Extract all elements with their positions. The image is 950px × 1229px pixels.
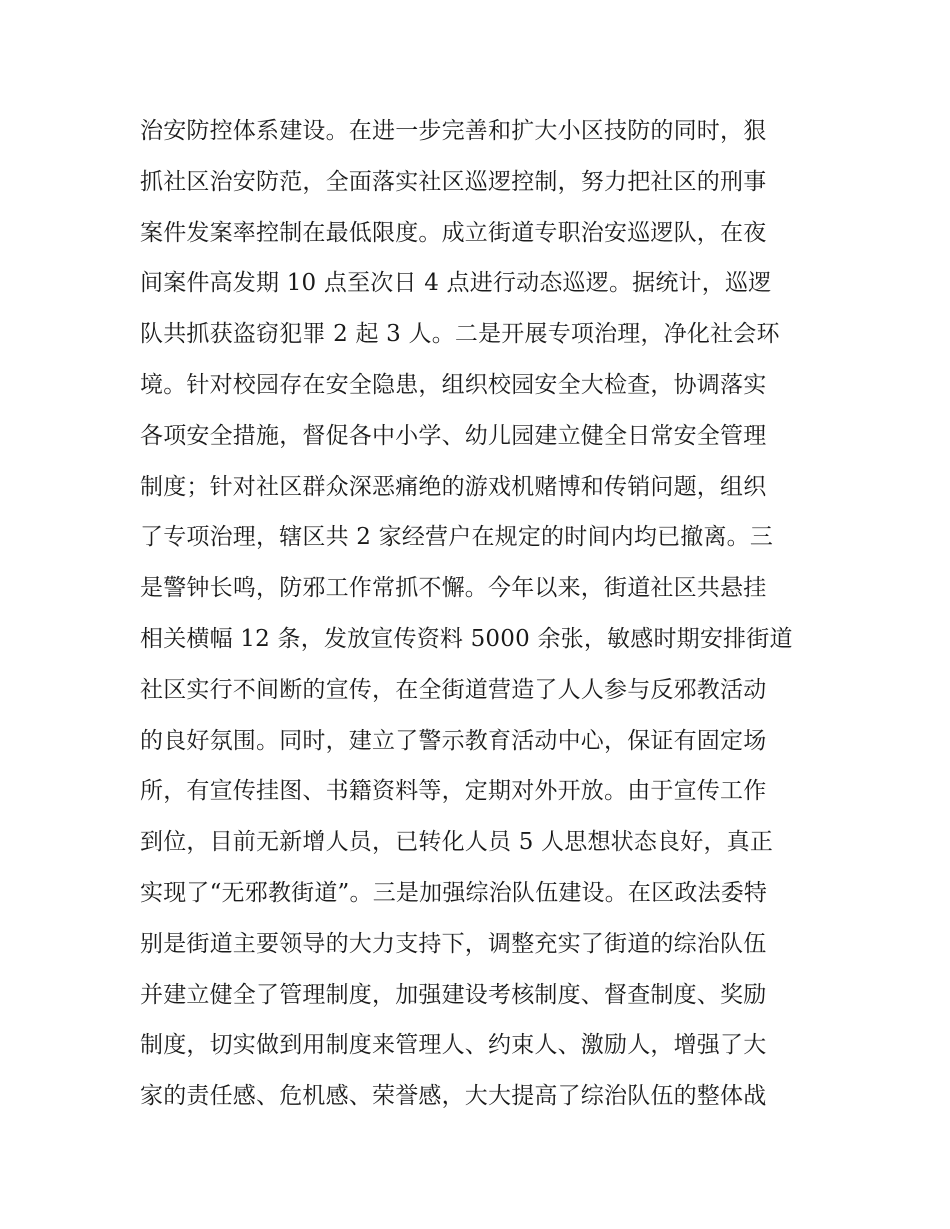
text-line-2: 抓社区治安防范，全面落实社区巡逻控制，努力把社区的刑事 <box>140 168 767 195</box>
text-line-10: 是警钟长鸣，防邪工作常抓不懈。今年以来，街道社区共悬挂 <box>140 575 767 602</box>
text-line-13: 的良好氛围。同时，建立了警示教育活动中心，保证有固定场 <box>140 727 767 754</box>
text-line-18: 并建立健全了管理制度，加强建设考核制度、督查制度、奖励 <box>140 981 767 1008</box>
text-line-7: 各项安全措施，督促各中小学、幼儿园建立健全日常安全管理 <box>140 422 767 449</box>
text-line-1: 治安防控体系建设。在进一步完善和扩大小区技防的同时，狠 <box>140 118 767 144</box>
text-line-12: 社区实行不间断的宣传，在全街道营造了人人参与反邪教活动 <box>140 676 767 703</box>
text-line-3: 案件发案率控制在最低限度。成立街道专职治安巡逻队，在夜 <box>140 219 767 246</box>
text-line-20: 家的责任感、危机感、荣誉感，大大提高了综治队伍的整体战 <box>140 1083 767 1110</box>
text-line-8: 制度；针对社区群众深恶痛绝的游戏机赌博和传销问题，组织 <box>140 473 767 500</box>
text-line-5: 队共抓获盗窃犯罪 2 起 3 人。二是开展专项治理，净化社会环 <box>140 321 780 348</box>
text-line-9: 了专项治理，辖区共 2 家经营户在规定的时间内均已撤离。三 <box>140 524 774 551</box>
body-text <box>140 106 830 1122</box>
text-line-16: 实现了“无邪教街道”。三是加强综治队伍建设。在区政法委特 <box>140 879 768 906</box>
text-line-11: 相关横幅 12 条，发放宣传资料 5000 余张，敏感时期安排街道 <box>140 625 793 652</box>
text-line-15: 到位，目前无新增人员，已转化人员 5 人思想状态良好，真正 <box>140 829 774 856</box>
text-line-19: 制度，切实做到用制度来管理人、约束人、激励人，增强了大 <box>140 1032 767 1059</box>
text-line-6: 境。针对校园存在安全隐患，组织校园安全大检查，协调落实 <box>140 371 767 398</box>
text-line-17: 别是街道主要领导的大力支持下，调整充实了街道的综治队伍 <box>140 930 767 957</box>
text-line-4: 间案件高发期 10 点至次日 4 点进行动态巡逻。据统计，巡逻 <box>140 270 772 297</box>
text-line-14: 所，有宣传挂图、书籍资料等，定期对外开放。由于宣传工作 <box>140 778 767 805</box>
